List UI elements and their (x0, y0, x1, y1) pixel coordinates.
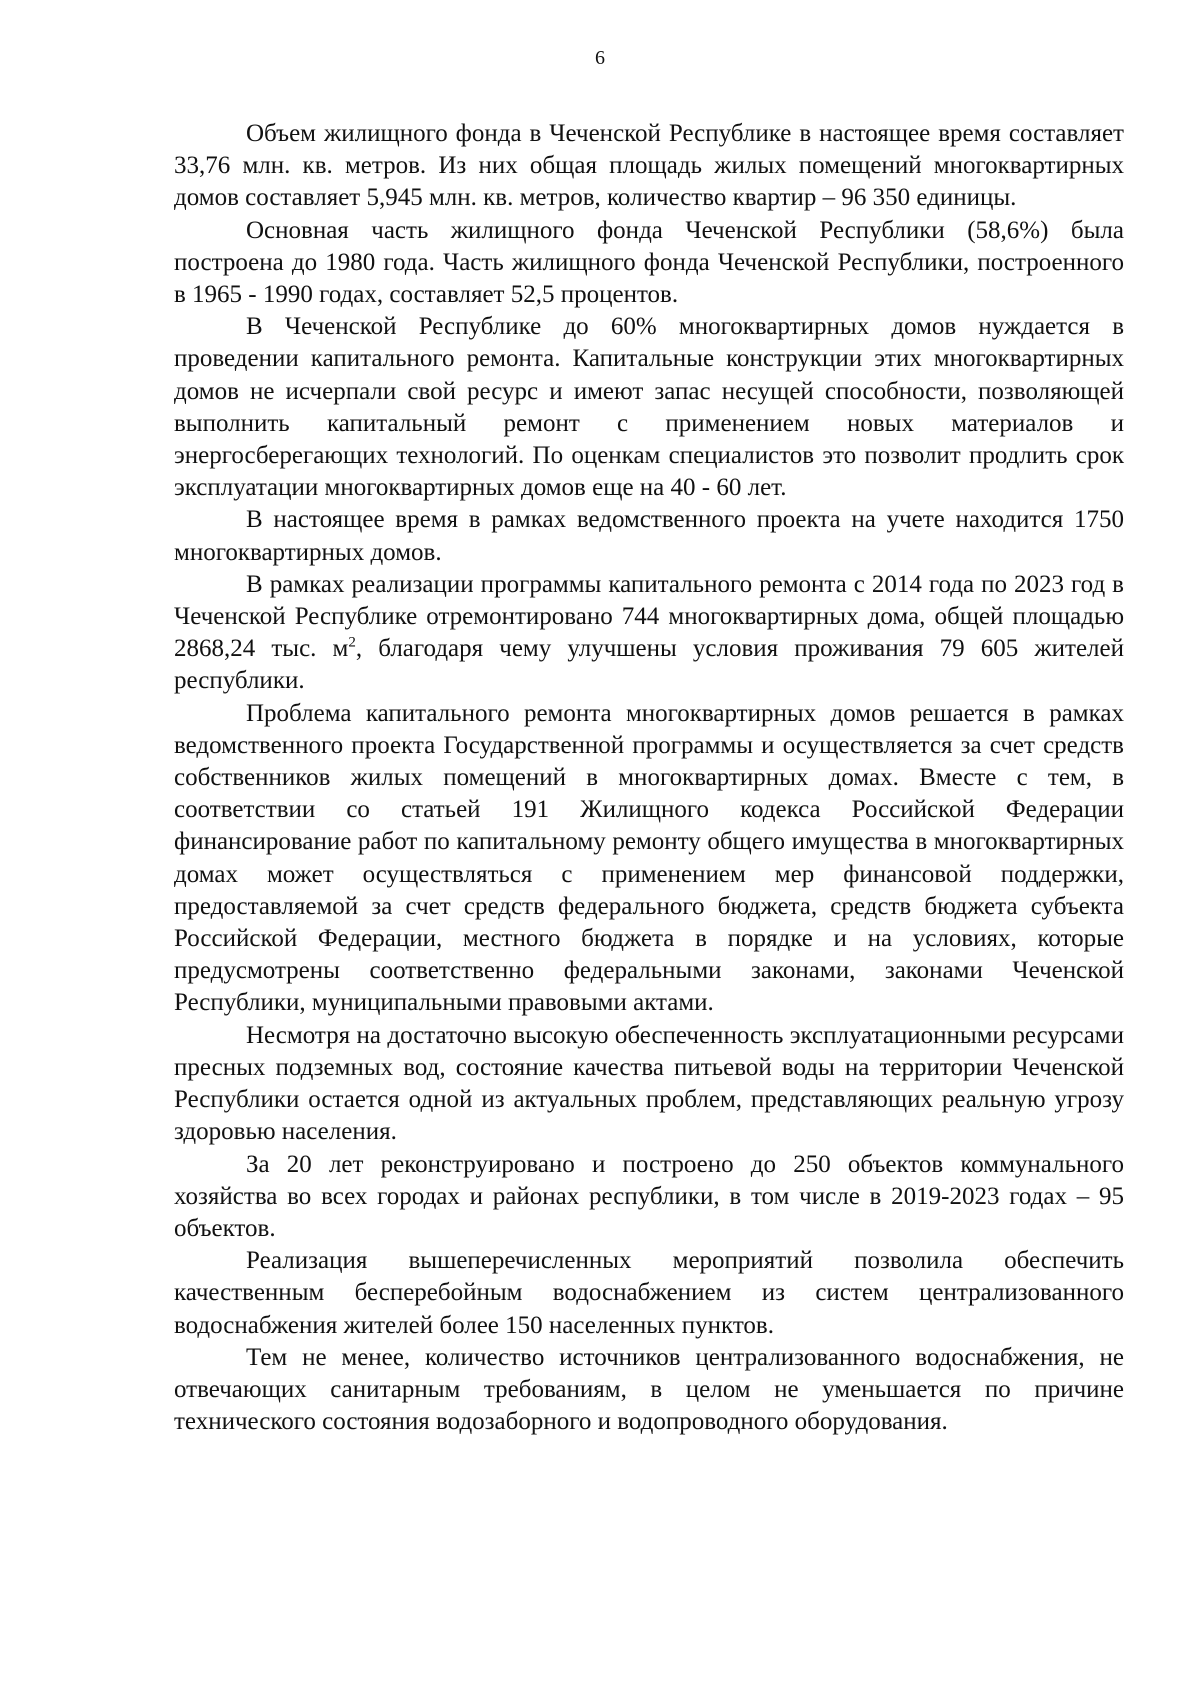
paragraph-water-supply: Реализация вышеперечисленных мероприятий позволила обеспечить качественным бесперебойным водоснабжением из систем централизованного водоснабжения жителей более 150 населенных пунктов. (174, 1247, 1124, 1339)
superscript-squared: 2 (348, 634, 356, 651)
paragraph-registered-buildings: В настоящее время в рамках ведомственного проекта на учете находится 1750 многоквартирных домов. (174, 506, 1124, 566)
paragraph-repair-need: В Чеченской Республике до 60% многоквартирных домов нуждается в проведении капитального ремонта. Капитальные конструкции этих многоквартирных домов не исчерпали свой ресурс и имеют запас несущей способности, позволяющей выполнить капитальный ремонт с применением новых материалов и энергосберегающих технологий. По оценкам специалистов это позволит продлить срок эксплуатации многоквартирных домов еще на 40 - 60 лет. (174, 313, 1124, 502)
paragraph-utility-objects: За 20 лет реконструировано и построено до 250 объектов коммунального хозяйства во всех городах и районах республики, в том числе в 2019-2023 годах – 95 объектов. (174, 1150, 1124, 1242)
paragraph-water-sources: Тем не менее, количество источников централизованного водоснабжения, не отвечающих санитарным требованиям, в целом не уменьшается по причине технического состояния водозаборного и водопроводного оборудования. (174, 1343, 1124, 1436)
paragraph-housing-volume: Объем жилищного фонда в Чеченской Республике в настоящее время составляет 33,76 млн. кв. метров. Из них общая площадь жилых помещений многоквартирных домов составляет 5,945 млн. кв. метров, количество квартир – 96 350 единицы. (174, 120, 1124, 212)
paragraph-drinking-water: Несмотря на достаточно высокую обеспеченность эксплуатационными ресурсами пресных подземных вод, состояние качества питьевой воды на территории Чеченской Республики остается одной из актуальных проблем, представляющих реальную угрозу здоровью населения. (174, 1021, 1124, 1146)
paragraph-repair-program-text: В рамках реализации программы капитального ремонта с 2014 года по 2023 год в Чеченской Республике отремонтировано 744 многоквартирных дома, общей площадью 2868,24 тыс. м (174, 570, 1124, 663)
document-body (174, 118, 1124, 1438)
paragraph-housing-age: Основная часть жилищного фонда Чеченской Республики (58,6%) была построена до 1980 года. Часть жилищного фонда Чеченской Республики, построенного в 1965 - 1990 годах, составляет 52,5 процентов. (174, 216, 1124, 309)
page-number: 6 (595, 47, 605, 69)
paragraph-repair-program (174, 569, 1124, 698)
paragraph-repair-financing: Проблема капитального ремонта многоквартирных домов решается в рамках ведомственного проекта Государственной программы и осуществляется за счет средств собственников жилых помещений в многоквартирных домах. Вместе с тем, в соответствии со статьей 191 Жилищного кодекса Российской Федерации финансирование работ по капитальному ремонту общего имущества в многоквартирных домах может осуществляться с применением мер финансовой поддержки, предоставляемой за счет средств федерального бюджета, средств бюджета субъекта Российской Федерации, местного бюджета в порядке и на условиях, которые предусмотрены соответственно федеральными законами, законами Чеченской Республики, муниципальными правовыми актами. (174, 699, 1124, 1017)
paragraph-repair-program-text-end: , благодаря чему улучшены условия проживания 79 605 жителей республики. (174, 635, 1124, 695)
